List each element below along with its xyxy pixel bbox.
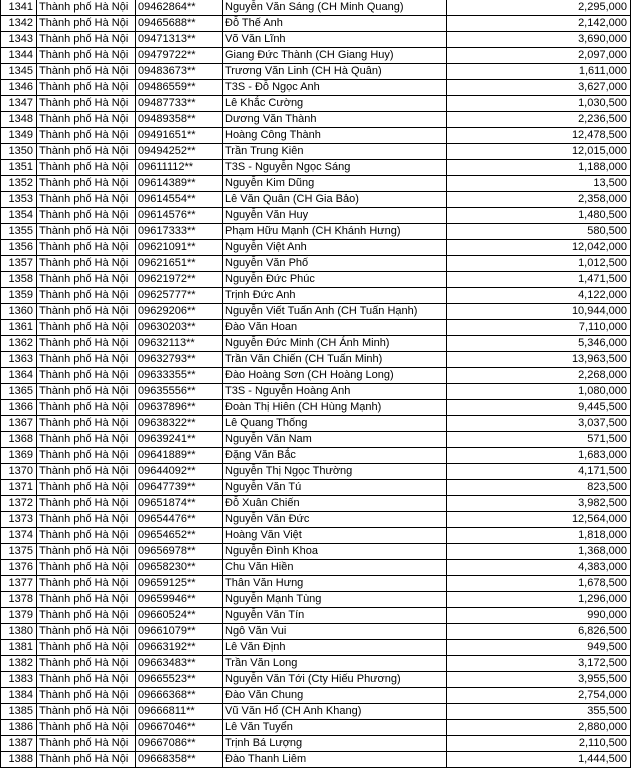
table-row bbox=[1, 464, 631, 480]
city-cell: Thành phố Hà Nội bbox=[37, 672, 136, 688]
city-cell: Thành phố Hà Nội bbox=[37, 656, 136, 672]
customer-name-cell: Thân Văn Hưng bbox=[223, 576, 447, 592]
phone-cell: 09479722** bbox=[136, 48, 223, 64]
city-cell: Thành phố Hà Nội bbox=[37, 304, 136, 320]
amount-cell: 10,944,000 bbox=[447, 304, 631, 320]
table-row bbox=[1, 192, 631, 208]
phone-cell: 09651874** bbox=[136, 496, 223, 512]
city-cell: Thành phố Hà Nội bbox=[37, 80, 136, 96]
row-number: 1370 bbox=[1, 464, 37, 480]
table-row bbox=[1, 16, 631, 32]
amount-cell: 990,000 bbox=[447, 608, 631, 624]
customer-name-cell: Võ Văn Lĩnh bbox=[223, 32, 447, 48]
table-row bbox=[1, 112, 631, 128]
phone-cell: 09667086** bbox=[136, 736, 223, 752]
row-number: 1341 bbox=[1, 0, 37, 16]
table-row bbox=[1, 160, 631, 176]
city-cell: Thành phố Hà Nội bbox=[37, 272, 136, 288]
row-number: 1378 bbox=[1, 592, 37, 608]
amount-cell: 355,500 bbox=[447, 704, 631, 720]
amount-cell: 3,037,500 bbox=[447, 416, 631, 432]
row-number: 1349 bbox=[1, 128, 37, 144]
phone-cell: 09644092** bbox=[136, 464, 223, 480]
customer-name-cell: Nguyễn Mạnh Tùng bbox=[223, 592, 447, 608]
customer-name-cell: Đỗ Xuân Chiến bbox=[223, 496, 447, 512]
row-number: 1346 bbox=[1, 80, 37, 96]
row-number: 1373 bbox=[1, 512, 37, 528]
phone-cell: 09621651** bbox=[136, 256, 223, 272]
amount-cell: 4,383,000 bbox=[447, 560, 631, 576]
phone-cell: 09486559** bbox=[136, 80, 223, 96]
city-cell: Thành phố Hà Nội bbox=[37, 400, 136, 416]
row-number: 1351 bbox=[1, 160, 37, 176]
row-number: 1384 bbox=[1, 688, 37, 704]
row-number: 1356 bbox=[1, 240, 37, 256]
customer-name-cell: Trương Văn Linh (CH Hà Quân) bbox=[223, 64, 447, 80]
city-cell: Thành phố Hà Nội bbox=[37, 0, 136, 16]
city-cell: Thành phố Hà Nội bbox=[37, 688, 136, 704]
phone-cell: 09632793** bbox=[136, 352, 223, 368]
customer-name-cell: Trịnh Đức Anh bbox=[223, 288, 447, 304]
table-row bbox=[1, 256, 631, 272]
phone-cell: 09629206** bbox=[136, 304, 223, 320]
phone-cell: 09668358** bbox=[136, 752, 223, 768]
row-number: 1361 bbox=[1, 320, 37, 336]
city-cell: Thành phố Hà Nội bbox=[37, 560, 136, 576]
row-number: 1377 bbox=[1, 576, 37, 592]
customer-name-cell: Trần Văn Long bbox=[223, 656, 447, 672]
amount-cell: 2,097,000 bbox=[447, 48, 631, 64]
city-cell: Thành phố Hà Nội bbox=[37, 144, 136, 160]
customer-name-cell: Đào Hoàng Sơn (CH Hoàng Long) bbox=[223, 368, 447, 384]
row-number: 1387 bbox=[1, 736, 37, 752]
row-number: 1386 bbox=[1, 720, 37, 736]
city-cell: Thành phố Hà Nội bbox=[37, 432, 136, 448]
phone-cell: 09635556** bbox=[136, 384, 223, 400]
amount-cell: 1,296,000 bbox=[447, 592, 631, 608]
amount-cell: 4,171,500 bbox=[447, 464, 631, 480]
amount-cell: 1,480,500 bbox=[447, 208, 631, 224]
amount-cell: 3,172,500 bbox=[447, 656, 631, 672]
phone-cell: 09621091** bbox=[136, 240, 223, 256]
amount-cell: 2,358,000 bbox=[447, 192, 631, 208]
phone-cell: 09621972** bbox=[136, 272, 223, 288]
phone-cell: 09483673** bbox=[136, 64, 223, 80]
amount-cell: 12,564,000 bbox=[447, 512, 631, 528]
city-cell: Thành phố Hà Nội bbox=[37, 528, 136, 544]
table-row bbox=[1, 576, 631, 592]
city-cell: Thành phố Hà Nội bbox=[37, 160, 136, 176]
amount-cell: 12,015,000 bbox=[447, 144, 631, 160]
customer-name-cell: Nguyễn Văn Tú bbox=[223, 480, 447, 496]
customer-name-cell: Nguyễn Văn Phố bbox=[223, 256, 447, 272]
table-row bbox=[1, 640, 631, 656]
amount-cell: 1,012,500 bbox=[447, 256, 631, 272]
customer-name-cell: Lê Văn Tuyển bbox=[223, 720, 447, 736]
city-cell: Thành phố Hà Nội bbox=[37, 208, 136, 224]
table-row bbox=[1, 272, 631, 288]
amount-cell: 2,236,500 bbox=[447, 112, 631, 128]
table-row bbox=[1, 432, 631, 448]
amount-cell: 2,110,500 bbox=[447, 736, 631, 752]
customer-name-cell: T3S - Nguyễn Hoàng Anh bbox=[223, 384, 447, 400]
city-cell: Thành phố Hà Nội bbox=[37, 448, 136, 464]
city-cell: Thành phố Hà Nội bbox=[37, 624, 136, 640]
customer-name-cell: Nguyễn Văn Tín bbox=[223, 608, 447, 624]
city-cell: Thành phố Hà Nội bbox=[37, 592, 136, 608]
table-row bbox=[1, 240, 631, 256]
phone-cell: 09617333** bbox=[136, 224, 223, 240]
table-row bbox=[1, 736, 631, 752]
row-number: 1382 bbox=[1, 656, 37, 672]
customer-name-cell: Lê Khắc Cường bbox=[223, 96, 447, 112]
amount-cell: 1,818,000 bbox=[447, 528, 631, 544]
row-number: 1363 bbox=[1, 352, 37, 368]
row-number: 1366 bbox=[1, 400, 37, 416]
table-row bbox=[1, 496, 631, 512]
amount-cell: 1,678,500 bbox=[447, 576, 631, 592]
customer-name-cell: Nguyễn Văn Đức bbox=[223, 512, 447, 528]
city-cell: Thành phố Hà Nội bbox=[37, 224, 136, 240]
row-number: 1353 bbox=[1, 192, 37, 208]
customer-name-cell: Đỗ Thế Anh bbox=[223, 16, 447, 32]
amount-cell: 3,690,000 bbox=[447, 32, 631, 48]
phone-cell: 09666368** bbox=[136, 688, 223, 704]
row-number: 1357 bbox=[1, 256, 37, 272]
row-number: 1359 bbox=[1, 288, 37, 304]
customer-name-cell: Nguyễn Văn Sáng (CH Minh Quang) bbox=[223, 0, 447, 16]
customer-name-cell: Lê Văn Quân (CH Gia Bảo) bbox=[223, 192, 447, 208]
phone-cell: 09614389** bbox=[136, 176, 223, 192]
row-number: 1388 bbox=[1, 752, 37, 768]
table-row bbox=[1, 688, 631, 704]
city-cell: Thành phố Hà Nội bbox=[37, 576, 136, 592]
table-row bbox=[1, 752, 631, 768]
phone-cell: 09641889** bbox=[136, 448, 223, 464]
customer-name-cell: Hoàng Văn Việt bbox=[223, 528, 447, 544]
row-number: 1381 bbox=[1, 640, 37, 656]
phone-cell: 09656978** bbox=[136, 544, 223, 560]
city-cell: Thành phố Hà Nội bbox=[37, 256, 136, 272]
amount-cell: 1,080,000 bbox=[447, 384, 631, 400]
amount-cell: 949,500 bbox=[447, 640, 631, 656]
amount-cell: 2,295,000 bbox=[447, 0, 631, 16]
city-cell: Thành phố Hà Nội bbox=[37, 64, 136, 80]
customer-name-cell: Trịnh Bá Lượng bbox=[223, 736, 447, 752]
row-number: 1375 bbox=[1, 544, 37, 560]
phone-cell: 09667046** bbox=[136, 720, 223, 736]
city-cell: Thành phố Hà Nội bbox=[37, 544, 136, 560]
city-cell: Thành phố Hà Nội bbox=[37, 240, 136, 256]
city-cell: Thành phố Hà Nội bbox=[37, 608, 136, 624]
customer-name-cell: Nguyễn Đức Minh (CH Ánh Minh) bbox=[223, 336, 447, 352]
city-cell: Thành phố Hà Nội bbox=[37, 320, 136, 336]
table-row bbox=[1, 672, 631, 688]
amount-cell: 580,500 bbox=[447, 224, 631, 240]
amount-cell: 7,110,000 bbox=[447, 320, 631, 336]
row-number: 1355 bbox=[1, 224, 37, 240]
customer-name-cell: Nguyễn Việt Anh bbox=[223, 240, 447, 256]
amount-cell: 3,955,500 bbox=[447, 672, 631, 688]
table-body bbox=[1, 0, 631, 768]
city-cell: Thành phố Hà Nội bbox=[37, 736, 136, 752]
table-row bbox=[1, 80, 631, 96]
amount-cell: 3,627,000 bbox=[447, 80, 631, 96]
phone-cell: 09614554** bbox=[136, 192, 223, 208]
customer-name-cell: Đoàn Thị Hiên (CH Hùng Mạnh) bbox=[223, 400, 447, 416]
amount-cell: 1,030,500 bbox=[447, 96, 631, 112]
row-number: 1369 bbox=[1, 448, 37, 464]
customer-name-cell: Hoàng Công Thành bbox=[223, 128, 447, 144]
customer-name-cell: Đào Văn Chung bbox=[223, 688, 447, 704]
phone-cell: 09647739** bbox=[136, 480, 223, 496]
city-cell: Thành phố Hà Nội bbox=[37, 176, 136, 192]
row-number: 1367 bbox=[1, 416, 37, 432]
row-number: 1344 bbox=[1, 48, 37, 64]
row-number: 1376 bbox=[1, 560, 37, 576]
table-row bbox=[1, 48, 631, 64]
customer-name-cell: Giang Đức Thành (CH Giang Huy) bbox=[223, 48, 447, 64]
table-row bbox=[1, 448, 631, 464]
customer-name-cell: Nguyễn Viết Tuấn Anh (CH Tuấn Hạnh) bbox=[223, 304, 447, 320]
customer-name-cell: Phạm Hữu Mạnh (CH Khánh Hưng) bbox=[223, 224, 447, 240]
amount-cell: 1,188,000 bbox=[447, 160, 631, 176]
row-number: 1383 bbox=[1, 672, 37, 688]
row-number: 1365 bbox=[1, 384, 37, 400]
phone-cell: 09639241** bbox=[136, 432, 223, 448]
phone-cell: 09663192** bbox=[136, 640, 223, 656]
table-row bbox=[1, 624, 631, 640]
row-number: 1350 bbox=[1, 144, 37, 160]
phone-cell: 09611112** bbox=[136, 160, 223, 176]
city-cell: Thành phố Hà Nội bbox=[37, 480, 136, 496]
city-cell: Thành phố Hà Nội bbox=[37, 48, 136, 64]
table-row bbox=[1, 128, 631, 144]
phone-cell: 09660524** bbox=[136, 608, 223, 624]
customer-name-cell: Trần Văn Chiến (CH Tuấn Minh) bbox=[223, 352, 447, 368]
table-row bbox=[1, 368, 631, 384]
phone-cell: 09665523** bbox=[136, 672, 223, 688]
amount-cell: 12,478,500 bbox=[447, 128, 631, 144]
city-cell: Thành phố Hà Nội bbox=[37, 752, 136, 768]
city-cell: Thành phố Hà Nội bbox=[37, 288, 136, 304]
phone-cell: 09666811** bbox=[136, 704, 223, 720]
phone-cell: 09654652** bbox=[136, 528, 223, 544]
table-row bbox=[1, 176, 631, 192]
table-row bbox=[1, 288, 631, 304]
table-row bbox=[1, 560, 631, 576]
city-cell: Thành phố Hà Nội bbox=[37, 496, 136, 512]
table-row bbox=[1, 720, 631, 736]
phone-cell: 09658230** bbox=[136, 560, 223, 576]
city-cell: Thành phố Hà Nội bbox=[37, 336, 136, 352]
customer-name-cell: Nguyễn Văn Nam bbox=[223, 432, 447, 448]
city-cell: Thành phố Hà Nội bbox=[37, 640, 136, 656]
row-number: 1345 bbox=[1, 64, 37, 80]
row-number: 1371 bbox=[1, 480, 37, 496]
row-number: 1372 bbox=[1, 496, 37, 512]
amount-cell: 9,445,500 bbox=[447, 400, 631, 416]
city-cell: Thành phố Hà Nội bbox=[37, 32, 136, 48]
customer-name-cell: T3S - Đỗ Ngọc Anh bbox=[223, 80, 447, 96]
table-row bbox=[1, 544, 631, 560]
amount-cell: 6,826,500 bbox=[447, 624, 631, 640]
row-number: 1362 bbox=[1, 336, 37, 352]
phone-cell: 09462864** bbox=[136, 0, 223, 16]
customer-name-cell: Lê Văn Định bbox=[223, 640, 447, 656]
table-row bbox=[1, 96, 631, 112]
table-row bbox=[1, 384, 631, 400]
amount-cell: 1,368,000 bbox=[447, 544, 631, 560]
table-row bbox=[1, 336, 631, 352]
table-row bbox=[1, 32, 631, 48]
city-cell: Thành phố Hà Nội bbox=[37, 384, 136, 400]
customer-name-cell: Đặng Văn Bắc bbox=[223, 448, 447, 464]
phone-cell: 09471313** bbox=[136, 32, 223, 48]
city-cell: Thành phố Hà Nội bbox=[37, 128, 136, 144]
phone-cell: 09661079** bbox=[136, 624, 223, 640]
amount-cell: 13,500 bbox=[447, 176, 631, 192]
customer-name-cell: Nguyễn Đình Khoa bbox=[223, 544, 447, 560]
table-row bbox=[1, 320, 631, 336]
table-row bbox=[1, 656, 631, 672]
phone-cell: 09654476** bbox=[136, 512, 223, 528]
amount-cell: 2,268,000 bbox=[447, 368, 631, 384]
table-row bbox=[1, 352, 631, 368]
phone-cell: 09614576** bbox=[136, 208, 223, 224]
row-number: 1352 bbox=[1, 176, 37, 192]
table-row bbox=[1, 416, 631, 432]
city-cell: Thành phố Hà Nội bbox=[37, 112, 136, 128]
phone-cell: 09491651** bbox=[136, 128, 223, 144]
city-cell: Thành phố Hà Nội bbox=[37, 16, 136, 32]
customer-name-cell: Dương Văn Thành bbox=[223, 112, 447, 128]
amount-cell: 4,122,000 bbox=[447, 288, 631, 304]
city-cell: Thành phố Hà Nội bbox=[37, 416, 136, 432]
row-number: 1364 bbox=[1, 368, 37, 384]
amount-cell: 12,042,000 bbox=[447, 240, 631, 256]
row-number: 1380 bbox=[1, 624, 37, 640]
amount-cell: 2,754,000 bbox=[447, 688, 631, 704]
table-row bbox=[1, 304, 631, 320]
customer-name-cell: Đào Thanh Liêm bbox=[223, 752, 447, 768]
amount-cell: 571,500 bbox=[447, 432, 631, 448]
city-cell: Thành phố Hà Nội bbox=[37, 96, 136, 112]
customer-name-cell: Nguyễn Đức Phúc bbox=[223, 272, 447, 288]
customer-name-cell: Nguyễn Thị Ngọc Thường bbox=[223, 464, 447, 480]
city-cell: Thành phố Hà Nội bbox=[37, 464, 136, 480]
row-number: 1342 bbox=[1, 16, 37, 32]
customer-name-cell: Vũ Văn Hổ (CH Anh Khang) bbox=[223, 704, 447, 720]
customer-name-cell: Nguyễn Văn Tới (Cty Hiếu Phương) bbox=[223, 672, 447, 688]
customer-name-cell: Nguyễn Văn Huy bbox=[223, 208, 447, 224]
customer-name-cell: Lê Quang Thống bbox=[223, 416, 447, 432]
table-row bbox=[1, 480, 631, 496]
table-row bbox=[1, 528, 631, 544]
table-row bbox=[1, 704, 631, 720]
customer-name-cell: T3S - Nguyễn Ngọc Sáng bbox=[223, 160, 447, 176]
phone-cell: 09465688** bbox=[136, 16, 223, 32]
amount-cell: 823,500 bbox=[447, 480, 631, 496]
row-number: 1379 bbox=[1, 608, 37, 624]
city-cell: Thành phố Hà Nội bbox=[37, 192, 136, 208]
phone-cell: 09487733** bbox=[136, 96, 223, 112]
phone-cell: 09625777** bbox=[136, 288, 223, 304]
amount-cell: 3,982,500 bbox=[447, 496, 631, 512]
row-number: 1385 bbox=[1, 704, 37, 720]
city-cell: Thành phố Hà Nội bbox=[37, 704, 136, 720]
phone-cell: 09638322** bbox=[136, 416, 223, 432]
table-row bbox=[1, 608, 631, 624]
customer-name-cell: Trần Trung Kiên bbox=[223, 144, 447, 160]
table-row bbox=[1, 64, 631, 80]
row-number: 1343 bbox=[1, 32, 37, 48]
phone-cell: 09489358** bbox=[136, 112, 223, 128]
row-number: 1374 bbox=[1, 528, 37, 544]
phone-cell: 09637896** bbox=[136, 400, 223, 416]
table-row bbox=[1, 208, 631, 224]
phone-cell: 09632113** bbox=[136, 336, 223, 352]
row-number: 1354 bbox=[1, 208, 37, 224]
city-cell: Thành phố Hà Nội bbox=[37, 352, 136, 368]
phone-cell: 09663483** bbox=[136, 656, 223, 672]
table-row bbox=[1, 592, 631, 608]
city-cell: Thành phố Hà Nội bbox=[37, 720, 136, 736]
row-number: 1360 bbox=[1, 304, 37, 320]
amount-cell: 1,444,500 bbox=[447, 752, 631, 768]
table-row bbox=[1, 512, 631, 528]
customer-name-cell: Đào Văn Hoan bbox=[223, 320, 447, 336]
amount-cell: 1,471,500 bbox=[447, 272, 631, 288]
amount-cell: 2,880,000 bbox=[447, 720, 631, 736]
city-cell: Thành phố Hà Nội bbox=[37, 368, 136, 384]
table-row bbox=[1, 0, 631, 16]
row-number: 1347 bbox=[1, 96, 37, 112]
row-number: 1348 bbox=[1, 112, 37, 128]
phone-cell: 09659946** bbox=[136, 592, 223, 608]
row-number: 1358 bbox=[1, 272, 37, 288]
phone-cell: 09633355** bbox=[136, 368, 223, 384]
amount-cell: 13,963,500 bbox=[447, 352, 631, 368]
amount-cell: 1,683,000 bbox=[447, 448, 631, 464]
row-number: 1368 bbox=[1, 432, 37, 448]
customer-name-cell: Chu Văn Hiền bbox=[223, 560, 447, 576]
customer-name-cell: Ngô Văn Vui bbox=[223, 624, 447, 640]
amount-cell: 5,346,000 bbox=[447, 336, 631, 352]
customer-name-cell: Nguyễn Kim Dũng bbox=[223, 176, 447, 192]
table-row bbox=[1, 400, 631, 416]
phone-cell: 09659125** bbox=[136, 576, 223, 592]
phone-cell: 09630203** bbox=[136, 320, 223, 336]
amount-cell: 1,611,000 bbox=[447, 64, 631, 80]
table-row bbox=[1, 224, 631, 240]
phone-cell: 09494252** bbox=[136, 144, 223, 160]
amount-cell: 2,142,000 bbox=[447, 16, 631, 32]
city-cell: Thành phố Hà Nội bbox=[37, 512, 136, 528]
table-row bbox=[1, 144, 631, 160]
